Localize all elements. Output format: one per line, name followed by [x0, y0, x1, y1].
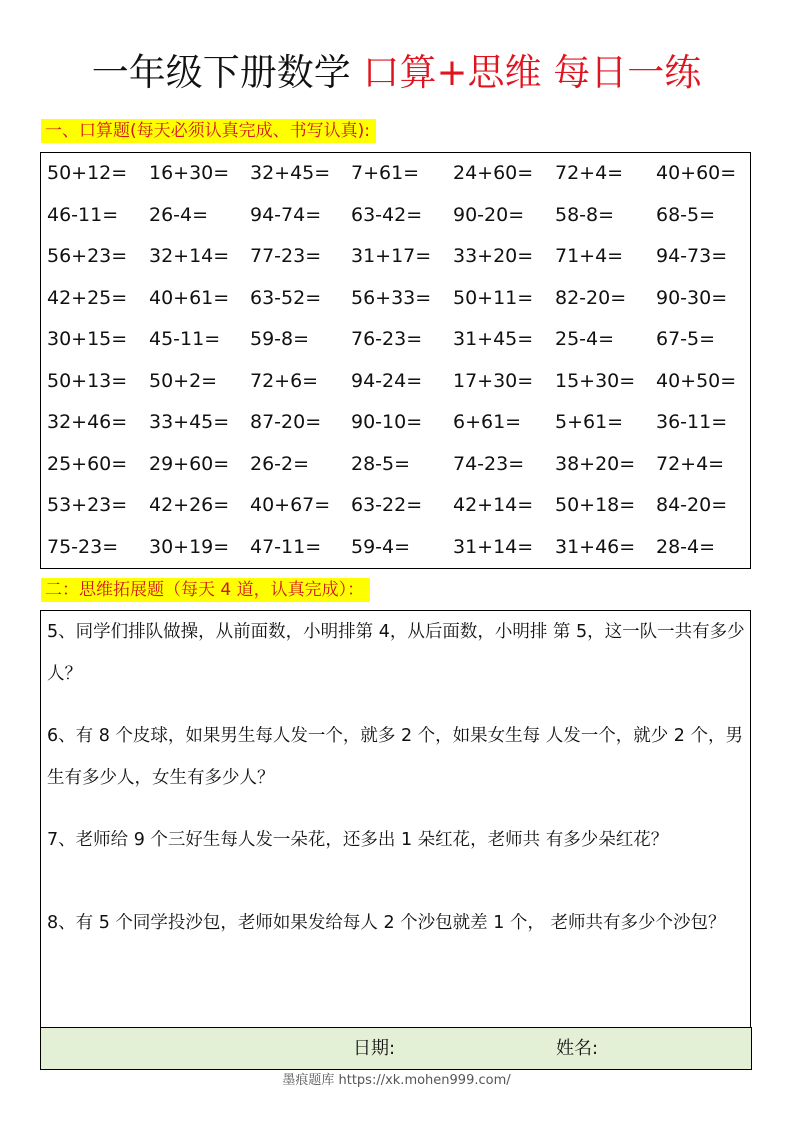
problem-item: 8、有 5 个同学投沙包，老师如果发给每人 2 个沙包就差 1 个， 老师共有多少个沙包？ [47, 913, 726, 933]
arithmetic-cell: 84-20= [656, 494, 728, 516]
arithmetic-cell: 87-20= [250, 411, 322, 433]
arithmetic-cell: 94-74= [250, 203, 322, 226]
arithmetic-grid [40, 152, 752, 569]
arithmetic-cell: 63-22= [351, 494, 423, 516]
arithmetic-cell: 68-5= [656, 203, 716, 226]
arithmetic-cell: 77-23= [250, 245, 322, 267]
arithmetic-cell: 33+45= [149, 411, 230, 433]
arithmetic-cell: 38+20= [555, 452, 636, 475]
arithmetic-row [40, 241, 752, 271]
title-main: 一年级下册数学 [91, 51, 351, 94]
arithmetic-cell: 31+45= [453, 328, 534, 350]
problem-item: 7、老师给 9 个三好生每人发一朵花，还多出 1 朵红花，老师共 有多少朵红花？ [47, 830, 669, 850]
arithmetic-cell: 46-11= [47, 203, 119, 226]
arithmetic-cell: 53+23= [47, 494, 128, 516]
arithmetic-row [40, 200, 752, 230]
arithmetic-cell: 63-52= [250, 286, 322, 309]
watermark: 墨痕题库 https://xk.mohen999.com/ [282, 1073, 511, 1088]
arithmetic-cell: 42+26= [149, 494, 230, 516]
arithmetic-cell: 75-23= [47, 535, 119, 558]
arithmetic-cell: 24+60= [453, 162, 534, 184]
date-label: 日期: [353, 1038, 396, 1059]
arithmetic-row [40, 407, 752, 437]
arithmetic-cell: 56+23= [47, 245, 128, 267]
arithmetic-cell: 26-2= [250, 452, 310, 475]
arithmetic-cell: 58-8= [555, 203, 615, 226]
arithmetic-cell: 72+6= [250, 369, 319, 392]
section1-heading: 一、口算题(每天必须认真完成、书写认真): [41, 119, 376, 143]
arithmetic-cell: 7+61= [351, 162, 420, 184]
arithmetic-cell: 90-20= [453, 203, 525, 226]
arithmetic-row [40, 366, 752, 396]
arithmetic-cell: 59-4= [351, 535, 411, 558]
arithmetic-cell: 71+4= [555, 245, 624, 267]
arithmetic-cell: 40+67= [250, 494, 331, 516]
section2-heading: 二：思维拓展题（每天 4 道，认真完成）： [41, 578, 370, 602]
arithmetic-cell: 30+19= [149, 535, 230, 558]
arithmetic-cell: 74-23= [453, 452, 525, 475]
arithmetic-cell: 90-30= [656, 286, 728, 309]
arithmetic-cell: 50+18= [555, 494, 636, 516]
arithmetic-cell: 5+61= [555, 411, 624, 433]
arithmetic-cell: 6+61= [453, 411, 522, 433]
arithmetic-cell: 42+25= [47, 286, 128, 309]
arithmetic-cell: 32+45= [250, 162, 331, 184]
arithmetic-cell: 67-5= [656, 328, 716, 350]
arithmetic-row [40, 158, 752, 188]
arithmetic-cell: 40+50= [656, 369, 737, 392]
page-title [0, 48, 793, 98]
arithmetic-cell: 40+61= [149, 286, 230, 309]
arithmetic-cell: 32+14= [149, 245, 230, 267]
arithmetic-cell: 50+12= [47, 162, 128, 184]
arithmetic-cell: 32+46= [47, 411, 128, 433]
arithmetic-cell: 28-5= [351, 452, 411, 475]
arithmetic-cell: 31+46= [555, 535, 636, 558]
arithmetic-cell: 42+14= [453, 494, 534, 516]
arithmetic-cell: 30+15= [47, 328, 128, 350]
arithmetic-cell: 33+20= [453, 245, 534, 267]
arithmetic-cell: 50+11= [453, 286, 534, 309]
arithmetic-cell: 25+60= [47, 452, 128, 475]
problem-item: 5、同学们排队做操，从前面数，小明排第 4，从后面数，小明排 第 5，这一队一共有多少人？ [47, 622, 745, 684]
arithmetic-cell: 94-24= [351, 369, 423, 392]
arithmetic-cell: 50+2= [149, 369, 218, 392]
arithmetic-cell: 82-20= [555, 286, 627, 309]
arithmetic-row [40, 532, 752, 562]
arithmetic-cell: 50+13= [47, 369, 128, 392]
arithmetic-cell: 29+60= [149, 452, 230, 475]
arithmetic-cell: 63-42= [351, 203, 423, 226]
arithmetic-cell: 16+30= [149, 162, 230, 184]
arithmetic-cell: 28-4= [656, 535, 716, 558]
arithmetic-cell: 40+60= [656, 162, 737, 184]
arithmetic-cell: 15+30= [555, 369, 636, 392]
footer-bar [40, 1027, 752, 1070]
arithmetic-cell: 31+17= [351, 245, 432, 267]
arithmetic-cell: 76-23= [351, 328, 423, 350]
arithmetic-row [40, 324, 752, 354]
arithmetic-cell: 56+33= [351, 286, 432, 309]
arithmetic-cell: 90-10= [351, 411, 423, 433]
arithmetic-cell: 72+4= [656, 452, 725, 475]
arithmetic-cell: 25-4= [555, 328, 615, 350]
title-highlight: 口算+思维 每日一练 [362, 51, 702, 94]
arithmetic-cell: 72+4= [555, 162, 624, 184]
arithmetic-cell: 31+14= [453, 535, 534, 558]
arithmetic-row [40, 283, 752, 313]
arithmetic-cell: 45-11= [149, 328, 221, 350]
arithmetic-cell: 59-8= [250, 328, 310, 350]
arithmetic-cell: 94-73= [656, 245, 728, 267]
arithmetic-row [40, 449, 752, 479]
arithmetic-cell: 47-11= [250, 535, 322, 558]
arithmetic-row [40, 490, 752, 520]
arithmetic-cell: 36-11= [656, 411, 728, 433]
arithmetic-cell: 26-4= [149, 203, 209, 226]
arithmetic-cell: 17+30= [453, 369, 534, 392]
name-label: 姓名: [556, 1038, 599, 1059]
problem-item: 6、有 8 个皮球，如果男生每人发一个，就多 2 个，如果女生每 人发一个，就少 2 个，男生有多少人，女生有多少人？ [47, 726, 743, 788]
